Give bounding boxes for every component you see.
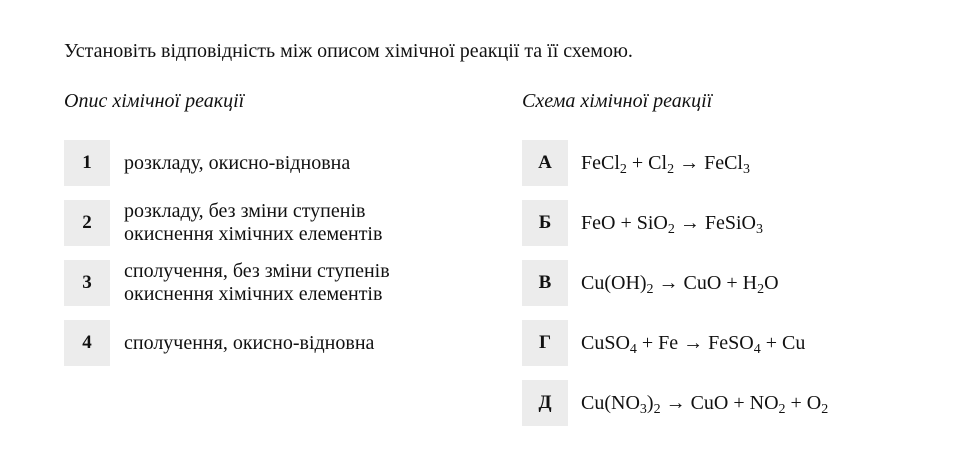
formula-subscript: 2	[757, 281, 765, 297]
formula-part: )	[646, 391, 654, 414]
formula-subscript: 2	[821, 401, 829, 417]
description-key: 4	[64, 320, 110, 366]
task-prompt: Установіть відповідність між описом хімічної реакції та її схемою.	[64, 40, 633, 62]
formula-part: Cu(NO	[581, 391, 640, 414]
scheme-formula	[581, 332, 805, 355]
formula-subscript: 2	[667, 161, 675, 177]
description-text	[124, 200, 382, 246]
description-key: 2	[64, 200, 110, 246]
scheme-row-b	[522, 200, 763, 246]
description-row-4	[64, 320, 374, 366]
scheme-row-g	[522, 320, 805, 366]
formula-part: → CuO + H	[653, 271, 758, 294]
description-key: 3	[64, 260, 110, 306]
descriptions-header: Опис хімічної реакції	[64, 90, 245, 112]
description-line: розкладу, окисно-відновна	[124, 151, 351, 174]
formula-subscript: 2	[653, 401, 661, 417]
description-line: окиснення хімічних елементів	[124, 283, 383, 305]
formula-part: → FeSiO	[674, 211, 756, 234]
scheme-row-a	[522, 140, 750, 186]
scheme-formula	[581, 212, 763, 235]
description-key: 1	[64, 140, 110, 186]
description-line: окиснення хімічних елементів	[124, 223, 383, 245]
formula-part: CuSO	[581, 331, 630, 354]
formula-part: + Cl	[626, 151, 668, 174]
formula-subscript: 2	[619, 161, 627, 177]
formula-part: → CuO + NO	[660, 391, 779, 414]
formula-subscript: 4	[753, 341, 761, 357]
formula-part: + Fe → FeSO	[636, 331, 754, 354]
formula-subscript: 2	[778, 401, 786, 417]
formula-part: FeO + SiO	[581, 211, 668, 234]
scheme-row-d	[522, 380, 828, 426]
formula-part: Cu(OH)	[581, 271, 647, 294]
description-row-3	[64, 260, 390, 306]
scheme-key: Г	[522, 320, 568, 366]
formula-part: O	[764, 271, 779, 294]
schemes-header: Схема хімічної реакції	[522, 90, 713, 112]
formula-subscript: 3	[639, 401, 647, 417]
formula-part: + Cu	[760, 331, 806, 354]
formula-subscript: 4	[629, 341, 637, 357]
description-line: сполучення, без зміни ступенів	[124, 260, 390, 282]
formula-part: FeCl	[581, 151, 620, 174]
scheme-row-v	[522, 260, 779, 306]
description-text	[124, 332, 374, 355]
scheme-key: Д	[522, 380, 568, 426]
scheme-formula	[581, 272, 779, 295]
description-text	[124, 260, 390, 306]
scheme-key: В	[522, 260, 568, 306]
formula-subscript: 2	[646, 281, 654, 297]
scheme-formula	[581, 152, 750, 175]
formula-subscript: 3	[755, 221, 763, 237]
scheme-key: А	[522, 140, 568, 186]
description-line: сполучення, окисно-відновна	[124, 331, 375, 354]
formula-part: + O	[785, 391, 822, 414]
scheme-formula	[581, 392, 828, 415]
formula-subscript: 2	[667, 221, 675, 237]
description-text	[124, 152, 350, 175]
description-row-2	[64, 200, 382, 246]
formula-subscript: 3	[743, 161, 750, 177]
description-line: розкладу, без зміни ступенів	[124, 200, 366, 222]
formula-part: → FeCl	[674, 151, 743, 174]
description-row-1	[64, 140, 350, 186]
scheme-key: Б	[522, 200, 568, 246]
